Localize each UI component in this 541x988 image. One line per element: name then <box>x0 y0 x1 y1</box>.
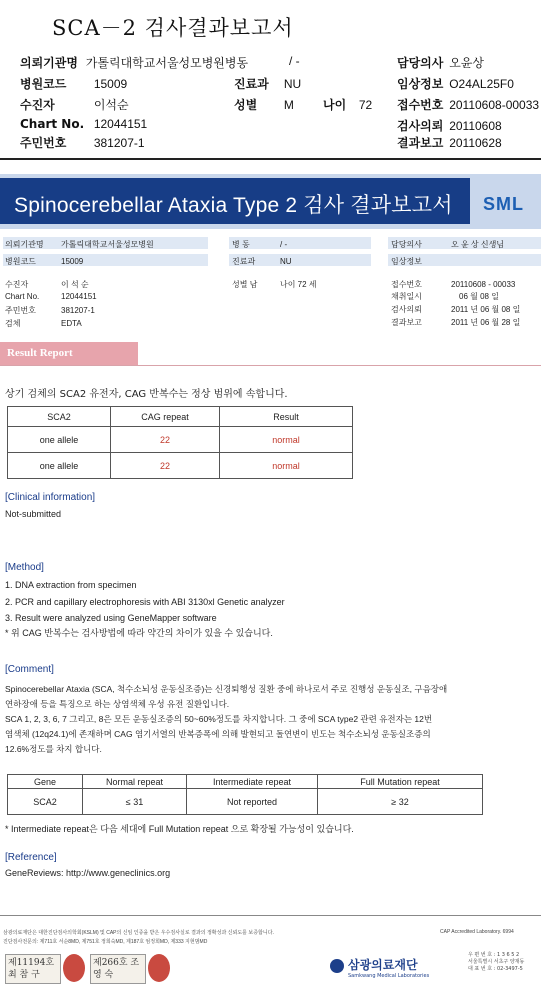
cover-field-report-date: 결과보고 20110628 <box>397 136 502 150</box>
method-heading: [Method] <box>5 562 44 573</box>
table-row <box>8 427 353 453</box>
footer-address: 우 편 번 호 : 1 3 6 5 2 서울특별시 서초구 양재동 대 표 번 호 : 02-3497-5 <box>468 952 525 972</box>
reference-heading: [Reference] <box>5 852 57 863</box>
info-collected: 채취일시 06 월 08 일 <box>391 292 499 301</box>
result-summary: 상기 검체의 SCA2 유전자, CAG 반복수는 정상 범위에 속합니다. <box>5 389 288 400</box>
result-table <box>7 406 353 479</box>
cover-field-patient: 수진자 이석순 <box>20 98 129 112</box>
seal-stamp-2 <box>148 954 170 982</box>
comment-line: 연하장애 등을 특징으로 하는 상염색체 우성 유전 질환입니다. <box>5 699 230 709</box>
table-cell: normal <box>220 453 353 479</box>
clinical-heading: [Clinical information] <box>5 492 96 503</box>
cover-field-ward: / - <box>289 54 300 68</box>
doctor-stamp-1: 제11194호 최 참 구 <box>5 954 61 984</box>
table-cell: ≥ 32 <box>318 789 483 815</box>
reference-text: GeneReviews: http://www.geneclinics.org <box>5 868 171 878</box>
cover-divider <box>0 158 541 160</box>
table-cell: one allele <box>8 427 111 453</box>
info-hospital: 의뢰기관명 가톨릭대학교서울성모병원 <box>5 240 154 249</box>
method-note: * 위 CAG 반복수는 검사방법에 따라 약간의 차이가 있을 수 있습니다. <box>5 628 273 638</box>
table-cell: ≤ 31 <box>83 789 187 815</box>
comment-line: SCA 1, 2, 3, 6, 7 그리고, 8은 모든 운동실조증의 50~60%정도를 차지합니다. 그 중에 SCA type2 관련 유전자는 12번 <box>5 714 433 724</box>
info-ward: 병 동 / - <box>232 240 288 249</box>
cover-field-age: 나이 72 <box>323 98 373 112</box>
comment-line: Spinocerebellar Ataxia (SCA, 척수소뇌성 운동실조증)는 신경퇴행성 질환 중에 하나로서 주로 진행성 운동실조, 구음장애 <box>5 684 448 694</box>
info-doctor: 담당의사 오 윤 상 신생님 <box>391 240 505 249</box>
method-line: 2. PCR and capillary electrophoresis with ABI 3130xl Genetic analyzer <box>5 597 285 607</box>
cover-field-sex: 성별 M <box>234 98 294 112</box>
footer-certification: 삼광의료재단은 대한진단검사의학회(KSLM) 및 CAP의 신임 인증을 받은 우수검사실로 결과의 정확성과 신뢰도를 보증합니다. <box>3 930 274 936</box>
table-header: Gene <box>8 775 83 789</box>
cover-sheet <box>0 0 541 160</box>
footer-divider <box>0 915 541 916</box>
comment-note: * Intermediate repeat은 다음 세대에 Full Mutation repeat 으로 확장될 가능성이 있습니다. <box>5 824 354 834</box>
result-report-tab: Result Report <box>0 342 138 366</box>
table-header: Result <box>220 407 353 427</box>
banner-title: Spinocerebellar Ataxia Type 2 검사 결과보고서 <box>14 194 453 217</box>
footer-logo: 삼광의료재단 Samkwang Medical Laboratories <box>330 956 429 979</box>
comment-line: 염색체 (12q24.1)에 존재하며 CAG 염기서열의 반복증폭에 의해 발현되고 돌연변이 빈도는 척수소뇌성 운동실조증의 <box>5 729 431 739</box>
table-row <box>8 453 353 479</box>
result-divider <box>0 365 541 366</box>
cover-field-dept: 진료과 NU <box>234 77 302 91</box>
table-cell: 22 <box>111 453 220 479</box>
cover-field-request: 검사의뢰 20110608 <box>397 119 502 133</box>
comment-line: 12.6%정도를 차지 합니다. <box>5 744 102 754</box>
table-header-row <box>8 775 483 789</box>
clinical-text: Not-submitted <box>5 509 62 519</box>
cover-field-doctor: 담당의사 오윤상 <box>397 56 484 70</box>
info-sex-age: 성별 남 나이 72 세 <box>232 280 317 289</box>
footer-logo-sub: Samkwang Medical Laboratories <box>348 973 430 979</box>
cover-field-hospital: 의뢰기관명 가톨릭대학교서울성모병원병동 <box>20 56 249 70</box>
info-dept: 진료과 NU <box>232 257 292 266</box>
info-clinical: 임상정보 <box>391 257 422 266</box>
cover-field-resident-no: 주민번호 381207-1 <box>20 136 145 150</box>
info-requested: 검사의뢰 2011 년 06 월 08 일 <box>391 305 521 314</box>
method-line: 1. DNA extraction from specimen <box>5 580 137 590</box>
table-cell: normal <box>220 427 353 453</box>
logo-mark-icon <box>330 959 344 973</box>
cover-title: SCA－2 검사결과보고서 <box>52 16 294 40</box>
sml-logo: SML <box>483 194 524 214</box>
table-header-row <box>8 407 353 427</box>
info-chart-no: Chart No. 12044151 <box>5 292 97 301</box>
footer-cap: CAP Accredited Laboratory. 6994 <box>440 929 514 935</box>
table-header: Full Mutation repeat <box>318 775 483 789</box>
method-line: 3. Result were analyzed using GeneMapper software <box>5 613 217 623</box>
info-reported: 결과보고 2011 년 06 월 28 일 <box>391 318 521 327</box>
info-receipt: 접수번호 20110608 - 00033 <box>391 280 516 289</box>
table-cell: one allele <box>8 453 111 479</box>
table-row <box>8 789 483 815</box>
report-banner <box>0 174 541 229</box>
footer-doctors: 진단검사전문의: 제711호 서순8MD, 제751호 정희숙MD, 제187호 엄정희MD, 제333 지현범MD <box>3 939 208 945</box>
table-header: CAG repeat <box>111 407 220 427</box>
info-resident-no: 주민번호 381207-1 <box>5 306 95 315</box>
info-patient: 수진자 이 석 순 <box>5 280 89 289</box>
table-cell: 22 <box>111 427 220 453</box>
banner-title-bar <box>0 178 470 224</box>
table-header: Normal repeat <box>83 775 187 789</box>
table-cell: Not reported <box>187 789 318 815</box>
cover-field-hospital-code: 병원코드 15009 <box>20 77 128 91</box>
report-sheet <box>0 168 541 988</box>
doctor-stamp-2: 제266호 조 영 숙 <box>90 954 146 984</box>
info-hospital-code: 병원코드 15009 <box>5 257 84 266</box>
table-header: SCA2 <box>8 407 111 427</box>
table-header: Intermediate repeat <box>187 775 318 789</box>
cover-field-receipt: 접수번호 20110608-00033 <box>397 98 540 112</box>
cover-field-clinical: 임상정보 O24AL25F0 <box>397 77 514 91</box>
info-specimen: 검체 EDTA <box>5 319 82 328</box>
seal-stamp-1 <box>63 954 85 982</box>
cover-field-chart-no: Chart No. 12044151 <box>20 117 148 131</box>
repeat-range-table <box>7 774 483 815</box>
comment-heading: [Comment] <box>5 664 54 675</box>
table-cell: SCA2 <box>8 789 83 815</box>
